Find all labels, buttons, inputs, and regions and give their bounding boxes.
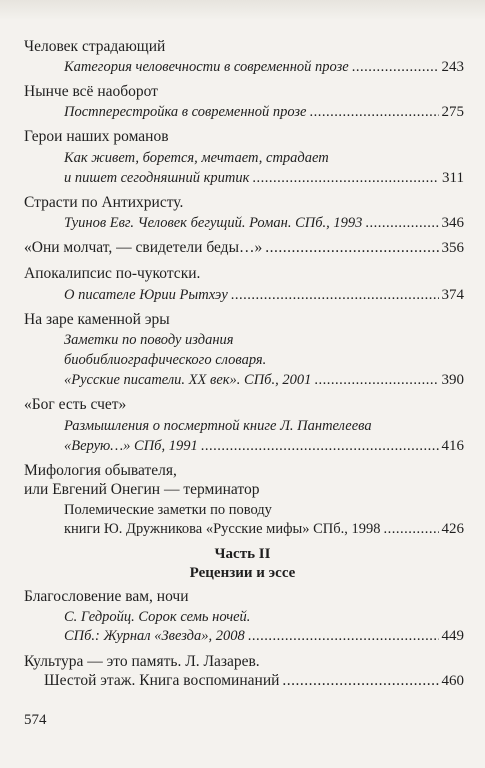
- toc-entry-subtitle-row: [64, 168, 464, 188]
- toc-entry-subtitle-row: [64, 370, 464, 390]
- toc-entry-subtitle: книги Ю. Дружникова «Русские мифы» СПб., 1998: [64, 521, 381, 537]
- toc-entry-page: 374: [441, 287, 464, 303]
- toc-entry-subtitle: «Русские писатели. XX век». СПб., 2001: [64, 372, 312, 388]
- toc-entry-subtitle-row: [64, 57, 464, 77]
- toc-entry-subtitle-row: [64, 626, 464, 646]
- toc-entry-page: 460: [441, 673, 464, 689]
- dot-leader: [309, 102, 438, 122]
- toc-entry-title: Герои наших романов: [24, 128, 169, 145]
- toc-entry-page: 356: [441, 240, 464, 256]
- part-title: Рецензии и эссе: [189, 565, 296, 581]
- toc-entry-subtitle-row: [64, 436, 464, 456]
- toc-entry-page: 243: [441, 59, 464, 75]
- page-number: 574: [24, 712, 47, 728]
- toc-entry-title: Страсти по Антихристу.: [24, 194, 184, 211]
- toc-entry-subtitle-row: [44, 671, 464, 691]
- toc-entry-subtitle: О писателе Юрии Рытхэу: [64, 287, 228, 303]
- toc-entry-title: Культура — это память. Л. Лазарев.: [24, 653, 260, 670]
- toc-entry-subtitle-row: [64, 519, 464, 539]
- toc-entry-page: 449: [441, 628, 464, 644]
- toc-entry-subtitle: Туинов Евг. Человек бегущий. Роман. СПб., 1993: [64, 215, 363, 231]
- toc-entry-subtitle: Категория человечности в современной прозе: [64, 59, 349, 75]
- toc-entry-subtitle: биобиблиографического словаря.: [64, 352, 267, 368]
- toc-entry-title: Апокалипсис по-чукотски.: [24, 265, 201, 282]
- toc-entry-subtitle: С. Гедройц. Сорок семь ночей.: [64, 609, 251, 625]
- toc-entry-title: или Евгений Онегин — терминатор: [24, 481, 260, 498]
- toc-entry-page: 390: [441, 372, 464, 388]
- toc-entry-page: 416: [441, 438, 464, 454]
- toc-entry-subtitle: Шестой этаж. Книга воспоминаний: [44, 672, 280, 689]
- toc-entry-title-row: [24, 238, 464, 258]
- toc-entry-title: На заре каменной эры: [24, 311, 170, 328]
- toc-entry-page: 426: [441, 521, 464, 537]
- dot-leader: [365, 213, 438, 233]
- part-label: Часть II: [214, 546, 271, 562]
- dot-leader: [314, 370, 438, 390]
- dot-leader: [265, 238, 438, 258]
- dot-leader: [201, 436, 439, 456]
- toc-entry-title: Мифология обывателя,: [24, 462, 177, 479]
- toc-entry-subtitle-row: [64, 213, 464, 233]
- toc-entry-subtitle-row: [64, 102, 464, 122]
- toc-entry-page: 346: [441, 215, 464, 231]
- dot-leader: [384, 519, 439, 539]
- dot-leader: [231, 285, 439, 305]
- toc-entry-title: «Они молчат, — свидетели беды…»: [24, 239, 263, 256]
- toc-entry-title: Благословение вам, ночи: [24, 588, 189, 605]
- toc-entry-subtitle: СПб.: Журнал «Звезда», 2008: [64, 628, 245, 644]
- toc-entry-subtitle: Постперестройка в современной прозе: [64, 104, 307, 120]
- toc-entry-title: Нынче всё наоборот: [24, 83, 158, 100]
- toc-entry-subtitle: Как живет, борется, мечтает, страдает: [64, 150, 329, 166]
- toc-entry-subtitle: Полемические заметки по поводу: [64, 502, 272, 518]
- toc-entry-title: «Бог есть счет»: [24, 396, 127, 413]
- dot-leader: [252, 168, 439, 188]
- toc-entry-title: Человек страдающий: [24, 38, 166, 55]
- toc-entry-subtitle: Заметки по поводу издания: [64, 332, 234, 348]
- toc-entry-subtitle: Размышления о посмертной книге Л. Пантелеева: [64, 418, 372, 434]
- toc-entry-page: 311: [442, 170, 464, 186]
- toc-entry-subtitle: и пишет сегодняшний критик: [64, 170, 250, 186]
- dot-leader: [282, 671, 438, 691]
- toc-entry-subtitle: «Верую…» СПб, 1991: [64, 438, 198, 454]
- dot-leader: [352, 57, 439, 77]
- dot-leader: [248, 626, 439, 646]
- toc-entry-subtitle-row: [64, 285, 464, 305]
- toc-entry-page: 275: [441, 104, 464, 120]
